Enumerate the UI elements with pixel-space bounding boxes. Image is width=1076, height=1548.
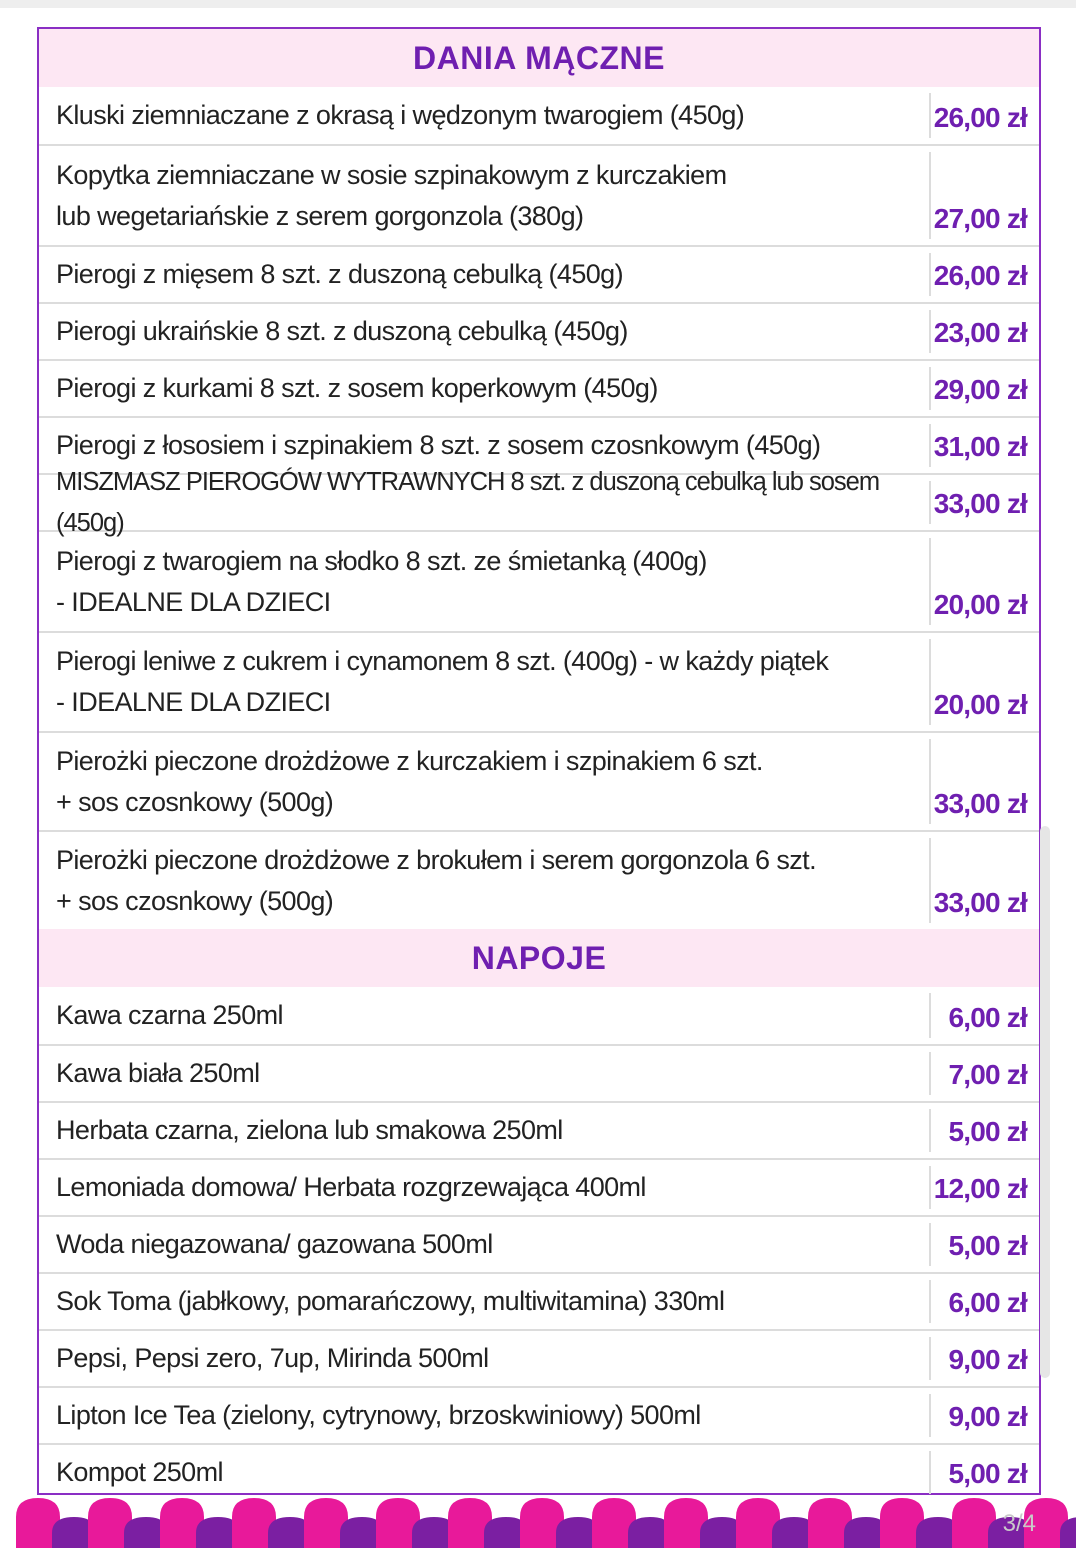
item-line: Lemoniada domowa/ Herbata rozgrzewająca 400ml xyxy=(56,1172,646,1202)
item-line: Herbata czarna, zielona lub smakowa 250ml xyxy=(56,1115,563,1145)
item-line: - IDEALNE DLA DZIECI xyxy=(56,586,331,617)
item-line: Kluski ziemniaczane z okrasą i wędzonym twarogiem (450g) xyxy=(56,100,745,130)
item-line: Woda niegazowana/ gazowana 500ml xyxy=(56,1229,493,1259)
menu-item xyxy=(39,87,1039,144)
item-name xyxy=(39,304,929,359)
menu-item xyxy=(39,987,1039,1044)
item-name xyxy=(39,1388,929,1443)
item-name xyxy=(39,361,929,416)
item-name xyxy=(39,1160,929,1215)
item-price: 6,00 zł xyxy=(929,993,1039,1038)
item-line: Pepsi, Pepsi zero, 7up, Mirinda 500ml xyxy=(56,1343,489,1373)
item-line: Pierogi z łososiem i szpinakiem 8 szt. z sosem czosnkowym (450g) xyxy=(56,430,821,460)
menu-item xyxy=(39,1386,1039,1443)
menu-item xyxy=(39,1443,1039,1500)
item-line: Kawa biała 250ml xyxy=(56,1058,260,1088)
item-line: Kawa czarna 250ml xyxy=(56,1000,283,1030)
item-line: MISZMASZ PIEROGÓW WYTRAWNYCH 8 szt. z duszoną cebulką lub sosem (450g) xyxy=(56,467,880,537)
item-price: 27,00 zł xyxy=(929,152,1039,239)
item-line: Pierogi ukraińskie 8 szt. z duszoną cebulką (450g) xyxy=(56,316,628,346)
item-price: 20,00 zł xyxy=(929,639,1039,725)
menu-item xyxy=(39,1044,1039,1101)
item-line: Pierogi leniwe z cukrem i cynamonem 8 szt. (400g) - w każdy piątek xyxy=(56,646,829,676)
item-name xyxy=(39,1103,929,1158)
item-line: Kompot 250ml xyxy=(56,1457,223,1487)
item-name xyxy=(39,146,929,245)
menu-item xyxy=(39,631,1039,731)
item-price: 31,00 zł xyxy=(929,424,1039,467)
item-price: 7,00 zł xyxy=(929,1052,1039,1095)
item-line: - IDEALNE DLA DZIECI xyxy=(56,687,331,717)
menu-item xyxy=(39,1272,1039,1329)
item-price: 20,00 zł xyxy=(929,538,1039,625)
item-name xyxy=(39,633,929,731)
item-name xyxy=(39,832,929,929)
top-bar xyxy=(0,0,1076,8)
menu-item xyxy=(39,1329,1039,1386)
item-line: Pierogi z kurkami 8 szt. z sosem koperkowym (450g) xyxy=(56,373,658,403)
item-name xyxy=(39,532,929,631)
item-price: 5,00 zł xyxy=(929,1451,1039,1494)
item-price: 26,00 zł xyxy=(929,93,1039,138)
scallop-pattern xyxy=(0,1495,1076,1548)
item-name xyxy=(39,467,929,537)
item-price: 6,00 zł xyxy=(929,1280,1039,1323)
item-price: 26,00 zł xyxy=(929,253,1039,296)
page-indicator: 3/4 xyxy=(1002,1510,1036,1537)
item-price: 9,00 zł xyxy=(929,1337,1039,1380)
item-line: Pierogi z mięsem 8 szt. z duszoną cebulką (450g) xyxy=(56,259,623,289)
item-price: 12,00 zł xyxy=(929,1166,1039,1209)
item-price: 33,00 zł xyxy=(929,739,1039,824)
item-name xyxy=(39,87,929,144)
menu-item xyxy=(39,731,1039,830)
item-name xyxy=(39,1046,929,1101)
item-line: Pierożki pieczone drożdżowe z kurczakiem i szpinakiem 6 szt. xyxy=(56,745,763,776)
menu-item xyxy=(39,144,1039,245)
menu-item xyxy=(39,302,1039,359)
decorative-border xyxy=(0,1495,1076,1548)
item-price: 33,00 zł xyxy=(929,838,1039,923)
menu-item xyxy=(39,359,1039,416)
item-name xyxy=(39,247,929,302)
item-name xyxy=(39,987,929,1044)
item-line: Lipton Ice Tea (zielony, cytrynowy, brzoskwiniowy) 500ml xyxy=(56,1400,701,1430)
item-name xyxy=(39,1331,929,1386)
item-name xyxy=(39,1217,929,1272)
item-price: 5,00 zł xyxy=(929,1223,1039,1266)
menu-item xyxy=(39,467,1039,537)
item-line: + sos czosnkowy (500g) xyxy=(56,885,334,916)
menu-item xyxy=(39,245,1039,302)
menu-card xyxy=(37,27,1041,1495)
menu-item xyxy=(39,1215,1039,1272)
item-line: Pierożki pieczone drożdżowe z brokułem i serem gorgonzola 6 szt. xyxy=(56,844,816,875)
menu-item xyxy=(39,530,1039,631)
item-price: 23,00 zł xyxy=(929,310,1039,353)
menu-item xyxy=(39,1158,1039,1215)
menu-item xyxy=(39,1101,1039,1158)
item-price: 33,00 zł xyxy=(929,481,1039,524)
item-line: Pierogi z twarogiem na słodko 8 szt. ze śmietanką (400g) xyxy=(56,545,707,576)
item-line: Kopytka ziemniaczane w sosie szpinakowym z kurczakiem xyxy=(56,159,727,190)
item-name xyxy=(39,1274,929,1329)
item-name xyxy=(39,1445,929,1500)
item-price: 9,00 zł xyxy=(929,1394,1039,1437)
item-price: 29,00 zł xyxy=(929,367,1039,410)
item-price: 5,00 zł xyxy=(929,1109,1039,1152)
menu-item xyxy=(39,830,1039,929)
item-line: Sok Toma (jabłkowy, pomarańczowy, multiwitamina) 330ml xyxy=(56,1286,725,1316)
item-line: lub wegetariańskie z serem gorgonzola (380g) xyxy=(56,200,584,231)
section-title-napoje: NAPOJE xyxy=(39,929,1039,987)
section-title-dania-maczne: DANIA MĄCZNE xyxy=(39,29,1039,87)
scrollbar[interactable] xyxy=(1040,826,1050,1378)
item-name xyxy=(39,733,929,830)
item-line: + sos czosnkowy (500g) xyxy=(56,786,334,817)
